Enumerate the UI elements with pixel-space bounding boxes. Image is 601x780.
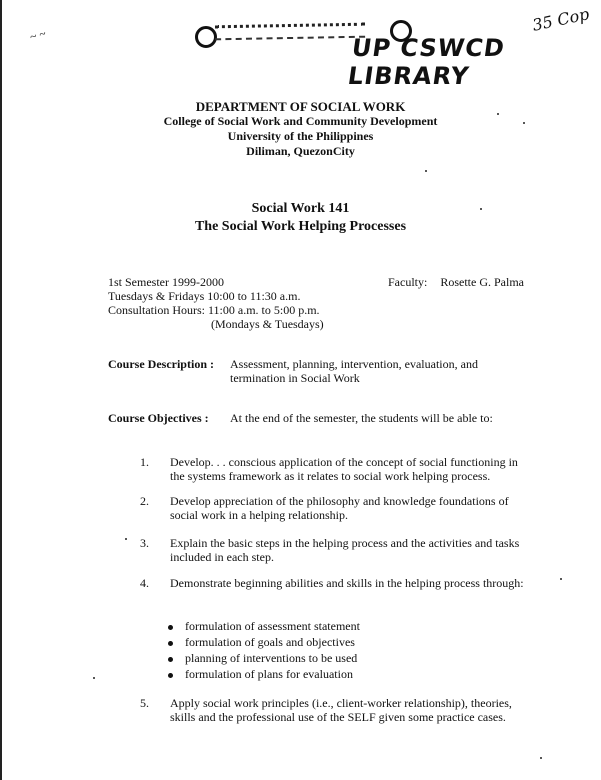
course-description-label: Course Description : [108,357,214,371]
bullet-icon [168,625,173,630]
objective-text: Apply social work principles (i.e., client-worker relationship), theories, skills and the professional use of the SELF given some practice cases. [170,696,512,724]
handwritten-note: 35 Cop [530,4,591,35]
college-name: College of Social Work and Community Development [163,114,438,128]
consultation-days: (Mondays & Tuesdays) [211,317,324,331]
stamp-text: UP CSWCD LIBRARY [346,34,507,90]
scan-speck [497,113,499,115]
objective-number: 1. [140,455,149,469]
list-item: formulation of plans for evaluation [168,666,360,682]
scan-speck [560,578,562,580]
list-item: formulation of goals and objectives [168,634,360,650]
department-name: DEPARTMENT OF SOCIAL WORK [195,99,406,114]
course-objectives-label: Course Objectives : [108,411,209,425]
scan-speck [480,208,482,210]
course-code: Social Work 141 [251,201,350,216]
scan-speck [125,538,127,540]
class-days: Tuesdays & Fridays 10:00 to 11:30 a.m. [108,289,301,303]
objective-text: Develop. . . conscious application of the concept of social functioning in the systems framework as it relates to social work helping process. [170,455,518,483]
objective-number: 4. [140,576,149,590]
faculty-block [388,275,524,290]
objective-number: 5. [140,696,149,710]
faculty-name: Rosette G. Palma [440,275,524,289]
course-title: The Social Work Helping Processes [194,219,407,234]
course-objectives-intro: At the end of the semester, the students will be able to: [230,411,493,425]
university-name: University of the Philippines [227,129,374,143]
scan-speck [523,122,525,124]
bullet-icon [168,673,173,678]
faculty-label: Faculty: [388,275,428,289]
bullet-icon [168,657,173,662]
sub-bullet-list [168,618,360,682]
schedule-block [108,275,324,331]
document-header [0,99,601,159]
semester: 1st Semester 1999-2000 [108,275,224,289]
objective-number: 3. [140,536,149,550]
bullet-icon [168,641,173,646]
location: Diliman, QuezonCity [246,144,355,158]
course-heading [0,200,601,236]
scan-speck [425,170,427,172]
objective-text: Demonstrate beginning abilities and skills in the helping process through: [170,576,524,590]
objective-text: Develop appreciation of the philosophy and knowledge foundations of social work in a helping relationship. [170,494,509,522]
handwritten-corner-mark: ~ ~ [28,26,48,44]
list-item: formulation of assessment statement [168,618,360,634]
stamp-dot-icon [195,26,217,48]
course-description-text: Assessment, planning, intervention, evaluation, and termination in Social Work [230,357,478,385]
objective-text: Explain the basic steps in the helping process and the activities and tasks included in each step. [170,536,520,564]
stamp-scribble [215,23,365,41]
consultation-hours: Consultation Hours: 11:00 a.m. to 5:00 p.m. [108,303,320,317]
scan-speck [540,757,542,759]
list-item: planning of interventions to be used [168,650,360,666]
objective-number: 2. [140,494,149,508]
scan-speck [93,677,95,679]
